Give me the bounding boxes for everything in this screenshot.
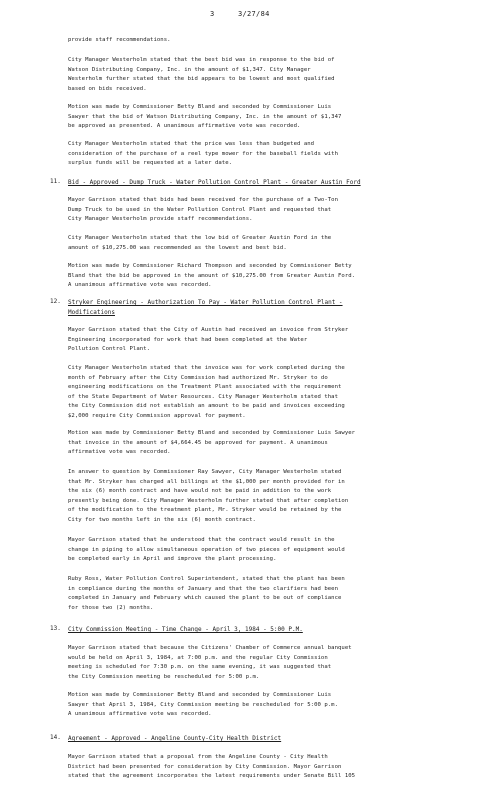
text-line: of the modification to the treatment plant, Mr. Stryker would be retained by the bbox=[68, 507, 342, 513]
paragraph-13-b bbox=[68, 691, 480, 720]
text-line: stated that the agreement incorporates the latest requirements under Senate Bill 105 bbox=[68, 773, 356, 779]
item-number-14: 14. bbox=[50, 734, 61, 741]
text-line: presently being done. City Manager Westerholm further stated that after completion bbox=[68, 497, 349, 504]
text-line: Bland that the bid be approved in the amount of $10,275.00 from Greater Austin Ford. bbox=[68, 272, 356, 279]
text-line: provide staff recommendations. bbox=[68, 37, 171, 43]
text-line: affirmative vote was recorded. bbox=[68, 449, 171, 455]
text-line: City Manager Westerholm stated that the price was less than budgeted and bbox=[68, 141, 315, 147]
paragraph-12-b bbox=[68, 364, 480, 421]
text-line: Engineering incorporated for work that had been completed at the Water bbox=[68, 336, 308, 343]
item-number-13: 13. bbox=[50, 625, 61, 632]
text-line: Mayor Garrison stated that a proposal from the Angeline County - City Health bbox=[68, 754, 328, 760]
text-line: Mayor Garrison stated that he understood that the contract would result in the bbox=[68, 537, 335, 543]
text-line: be approved as presented. A unanimous affirmative vote was recorded. bbox=[68, 123, 301, 129]
text-line: Mayor Garrison stated that the City of Austin had received an invoice from Stryker bbox=[68, 327, 349, 333]
text-line: the City Commission did not establish an amount to be paid and invoices exceeding bbox=[68, 403, 345, 409]
item-title-11: Bid - Approved - Dump Truck - Water Pollution Control Plant - Greater Austin Ford bbox=[68, 179, 361, 186]
text-line: engineering modifications on the Treatment Plant associated with the requirement bbox=[68, 384, 342, 390]
text-line: would be held on April 3, 1984, at 7:00 p.m. and the regular City Commission bbox=[68, 654, 328, 661]
item-title-12-line-1: Stryker Engineering - Authorization To Pay - Water Pollution Control Plant - bbox=[68, 299, 343, 306]
text-line: Mayor Garrison stated that because the Citizens' Chamber of Commerce annual banquet bbox=[68, 645, 352, 651]
text-line: that Mr. Stryker has charged all billings at the $1,000 per month provided for in bbox=[68, 478, 345, 485]
paragraph-12-d bbox=[68, 468, 480, 525]
text-line: month of February after the City Commission had authorized Mr. Stryker to do bbox=[68, 374, 328, 381]
text-line: City Manager Westerholm provide staff recommendations. bbox=[68, 216, 253, 222]
text-line: Pollution Control Plant. bbox=[68, 346, 151, 352]
paragraph-11-c bbox=[68, 262, 480, 291]
text-line: Motion was made by Commissioner Betty Bland and seconded by Commissioner Luis bbox=[68, 692, 332, 698]
text-line: that invoice in the amount of $4,664.45 be approved for payment. A unanimous bbox=[68, 439, 328, 446]
text-line: meeting is scheduled for 7:30 p.m. on the same evening, it was suggested that bbox=[68, 664, 332, 670]
text-line: Watson Distributing Company, Inc. in the amount of $1,347. City Manager bbox=[68, 66, 311, 73]
paragraph-mower-note bbox=[68, 140, 480, 169]
text-line: in compliance during the months of January and that the two clarifiers had been bbox=[68, 585, 338, 592]
item-title-12-line-2: Modifications bbox=[68, 309, 115, 316]
text-line: of the State Department of Water Resources. City Manager Westerholm stated that bbox=[68, 393, 338, 400]
text-line: change in piping to allow simultaneous operation of two pieces of equipment would bbox=[68, 546, 345, 553]
paragraph-12-e bbox=[68, 536, 480, 565]
item-title-13: City Commission Meeting - Time Change - April 3, 1984 - 5:00 P.M. bbox=[68, 626, 303, 633]
text-line: Motion was made by Commissioner Betty Bland and seconded by Commissioner Luis bbox=[68, 104, 332, 110]
text-line: Sawyer that April 3, 1984, City Commission meeting be rescheduled for 5:00 p.m. bbox=[68, 701, 338, 708]
text-line: Dump Truck to be used in the Water Pollution Control Plant and requested that bbox=[68, 206, 332, 213]
page-mark: 3 bbox=[210, 10, 215, 18]
text-line: be completed early in April and improve the plant processing. bbox=[68, 556, 277, 562]
text-line: the six (6) month contract and have would not be paid in addition to the work bbox=[68, 488, 332, 494]
text-line: Motion was made by Commissioner Betty Bland and seconded by Commissioner Luis Sawyer bbox=[68, 430, 356, 436]
text-line: for those two (2) months. bbox=[68, 604, 154, 611]
paragraph-13-a bbox=[68, 644, 480, 682]
text-line: $2,000 require City Commission approval for payment. bbox=[68, 412, 246, 419]
text-line: Sawyer that the bid of Watson Distributing Company, Inc. in the amount of $1,347 bbox=[68, 113, 342, 120]
text-line: based on bids received. bbox=[68, 85, 147, 92]
text-line: City for two months left in the six (6) month contract. bbox=[68, 516, 256, 523]
paragraph-motion-watson bbox=[68, 103, 480, 132]
paragraph-11-a bbox=[68, 196, 480, 225]
page-date: 3/27/84 bbox=[238, 10, 270, 18]
paragraph-12-a bbox=[68, 326, 480, 355]
paragraph-watson-bid bbox=[68, 56, 480, 94]
paragraph-12-c bbox=[68, 429, 480, 458]
paragraph-11-b bbox=[68, 234, 480, 253]
text-line: Mayor Garrison stated that bids had been received for the purchase of a Two-Ton bbox=[68, 197, 338, 203]
item-title-14: Agreement - Approved - Angeline County-City Health District bbox=[68, 735, 282, 742]
item-number-12: 12. bbox=[50, 298, 61, 305]
text-line: Ruby Ross, Water Pollution Control Superintendent, stated that the plant has been bbox=[68, 576, 345, 582]
text-line: District had been presented for consideration by City Commission. Mayor Garrison bbox=[68, 763, 342, 770]
text-line: City Manager Westerholm stated that the low bid of Greater Austin Ford in the bbox=[68, 235, 332, 241]
paragraph-12-f bbox=[68, 575, 480, 613]
text-line: Westerholm further stated that the bid appears to be lowest and most qualified bbox=[68, 76, 335, 82]
text-line: Motion was made by Commissioner Richard Thompson and seconded by Commissioner Betty bbox=[68, 263, 352, 269]
top-line bbox=[68, 36, 480, 46]
text-line: consideration of the purchase of a reel type mower for the baseball fields with bbox=[68, 150, 338, 157]
text-line: the City Commission meeting be rescheduled for 5:00 p.m. bbox=[68, 673, 260, 680]
text-line: completed in January and February which caused the plant to be out of compliance bbox=[68, 595, 342, 601]
text-line: In answer to question by Commissioner Ray Sawyer, City Manager Westerholm stated bbox=[68, 469, 342, 475]
item-number-11: 11. bbox=[50, 178, 61, 185]
text-line: surplus funds will be requested at a later date. bbox=[68, 160, 233, 166]
text-line: City Manager Westerholm stated that the invoice was for work completed during the bbox=[68, 365, 345, 371]
text-line: A unanimous affirmative vote was recorded. bbox=[68, 282, 212, 288]
text-line: amount of $10,275.00 was recommended as the lowest and best bid. bbox=[68, 244, 287, 251]
text-line: City Manager Westerholm stated that the best bid was in response to the bid of bbox=[68, 57, 335, 63]
paragraph-14-a bbox=[68, 753, 480, 782]
text-line: A unanimous affirmative vote was recorded. bbox=[68, 711, 212, 717]
